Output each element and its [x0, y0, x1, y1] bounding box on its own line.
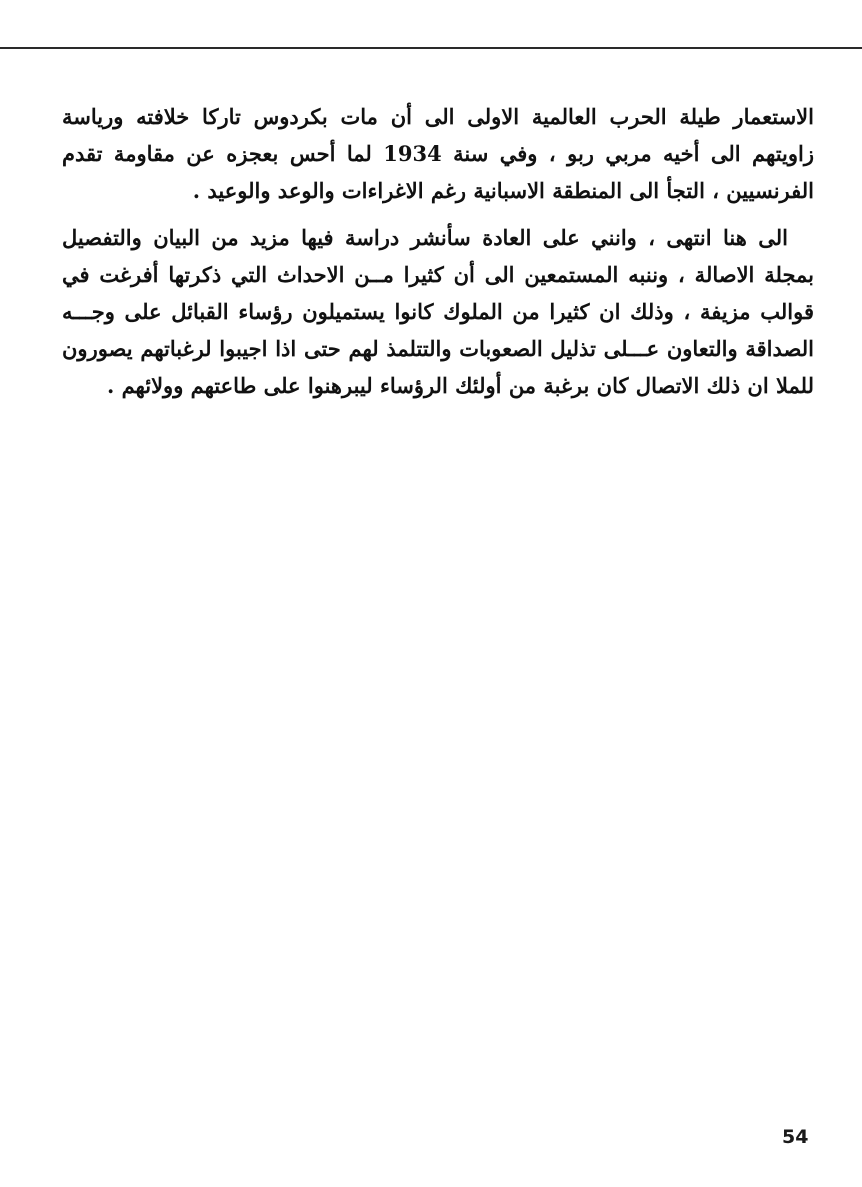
header-rule — [0, 47, 862, 49]
paragraph-2: الى هنا انتهى ، وانني على العادة سأنشر دراسة فيها مزيد من البيان والتفصيل بمجلة الاصالة ، وننبه المستمعين الى أن كثيرا مــن الاحداث التي ذكرتها أفرغت في قوالب مزيفة ، وذلك ان كثيرا من الملوك كانوا يستميلون رؤساء القبائل على وجـــه الصداقة والتعاون عـــلى تذليل الصعوبات والتتلمذ لهم حتى اذا اجيبوا لرغباتهم يصورون للملا ان ذلك الاتصال كان برغبة من أولئك الرؤساء ليبرهنوا على طاعتهم وولائهم . — [62, 225, 814, 398]
body-text — [62, 98, 814, 404]
page-number: 54 — [782, 1126, 809, 1148]
paragraph-1: الاستعمار طيلة الحرب العالمية الاولى الى أن مات بكردوس تاركا خلافته ورياسة زاويتهم الى أخيه مربي ربو ، وفي سنة 1934 لما أحس بعجزه عن مقاومة تقدم الفرنسيين ، التجأ الى المنطقة الاسبانية رغم الاغراءات والوعد والوعيد . — [62, 104, 814, 203]
